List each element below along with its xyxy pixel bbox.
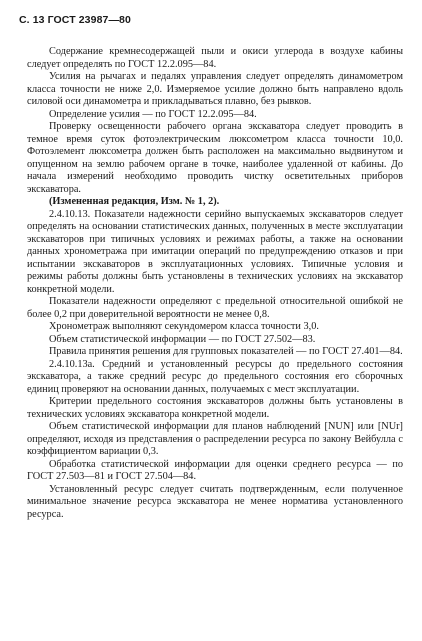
paragraph: Показатели надежности определяют с предельной относительной ошибкой не более 0,2 при доверительной вероятности не менее 0,8. xyxy=(27,296,403,320)
body-text xyxy=(27,46,403,521)
paragraph: Обработка статистической информации для оценки среднего ресурса — по ГОСТ 27.503—81 и ГОСТ 27.504—84. xyxy=(27,458,403,482)
paragraph: Установленный ресурс следует считать подтвержденным, если полученное минимальное значение ресурса экскаватора не менее норматива установленного ресурса. xyxy=(27,483,403,520)
paragraph: Правила принятия решения для групповых показателей — по ГОСТ 27.401—84. xyxy=(49,346,403,357)
paragraph: Содержание кремнесодержащей пыли и окиси углерода в воздухе кабины следует определять по ГОСТ 12.2.095—84. xyxy=(27,46,403,70)
paragraph: Определение усилия — по ГОСТ 12.2.095—84. xyxy=(49,108,257,120)
paragraph: Критерии предельного состояния экскаваторов должны быть установлены в технических условиях экскаватора конкретной модели. xyxy=(27,396,403,420)
paragraph: 2.4.10.13а. Средний и установленный ресурсы до предельного состояния экскаватора, а также средний ресурс до предельного состояния его сборочных единиц проверяют на основании данных, получаемых с мест эксплуатации. xyxy=(27,358,403,395)
paragraph: Объем статистической информации — по ГОСТ 27.502—83. xyxy=(49,333,316,345)
paragraph: Хронометраж выполняют секундомером класса точности 3,0. xyxy=(49,321,319,332)
amendment-note: (Измененная редакция, Изм. № 1, 2). xyxy=(49,196,220,207)
paragraph: Проверку освещенности рабочего органа экскаватора следует проводить в темное время суток фотоэлектрическим люксометром класса точности 10,0. Фотоэлемент люксометра должен быть расположен на максимально выдвинутом и опущенном на землю рабочем органе в точке, наиболее удаленной от кабины. До начала измерений необходимо проводить чистку осветительных приборов экскаватора. xyxy=(27,121,403,195)
paragraph: Объем статистической информации для планов наблюдений [NUN] или [NUr] определяют, исходя из представления о распределении ресурса по закону Вейбулла с коэффициентом вариации 0,3. xyxy=(27,421,403,457)
page-header: С. 13 ГОСТ 23987—80 xyxy=(19,14,131,26)
paragraph: Усилия на рычагах и педалях управления следует определять динамометром класса точности не ниже 2,0. Измеряемое усилие должно быть направлено вдоль силовой оси динамометра и прикладываться плавно, без рывков. xyxy=(27,71,403,107)
paragraph: 2.4.10.13. Показатели надежности серийно выпускаемых экскаваторов следует определять на основании статистических данных, полученных в месте эксплуатации экскаваторов при типичных условиях и режимах работы, а также на основании данных хронометража при имитации операций по предупреждению отказов и при испытании экскаваторов в эксплуатационных условиях. Типичные условия и режимы работы должны быть установлены в технических условиях на экскаватор конкретной модели. xyxy=(27,208,403,295)
